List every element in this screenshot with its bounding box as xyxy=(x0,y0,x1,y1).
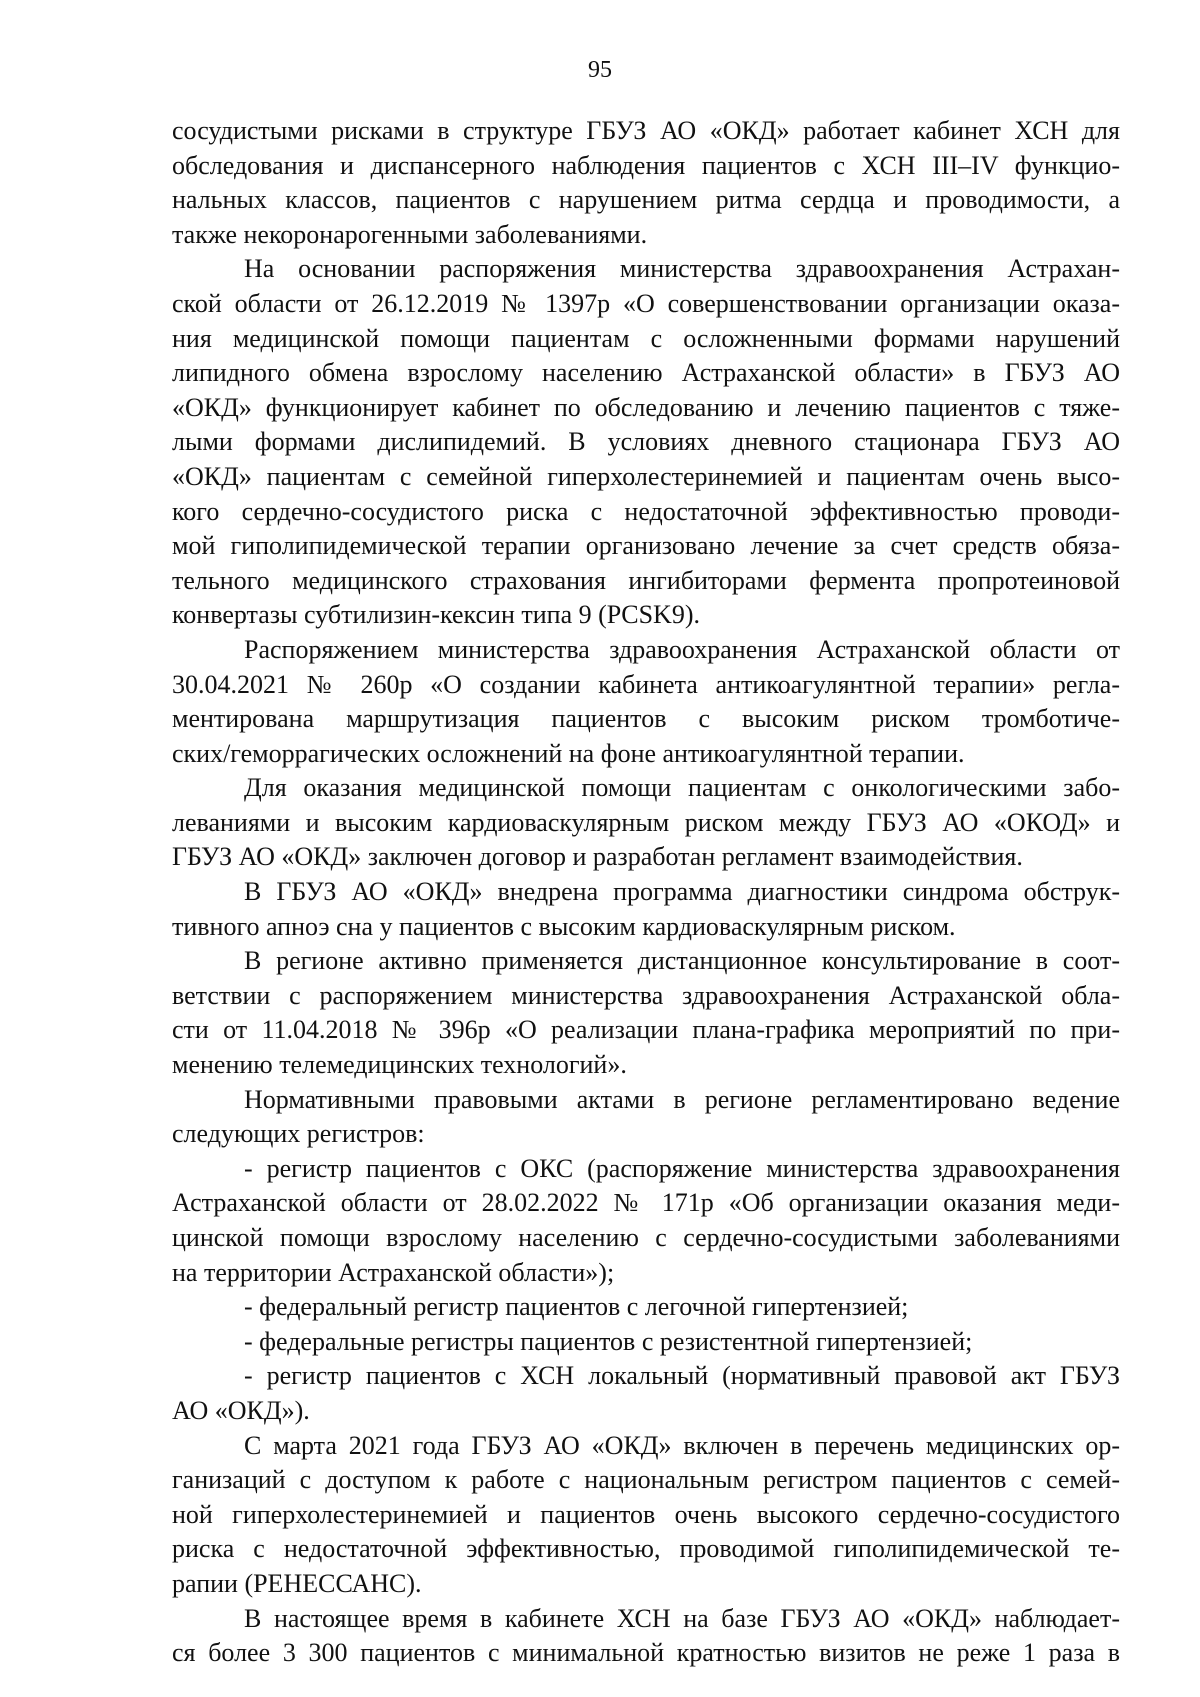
text-line: также некоронарогенными заболеваниями. xyxy=(172,219,648,249)
text-line: В регионе активно применяется дистанционное консультирование в соот- xyxy=(244,946,1120,976)
text-line: сосудистыми рисками в структуре ГБУЗ АО «ОКД» работает кабинет ХСН для xyxy=(172,116,1120,145)
page-number: 95 xyxy=(588,57,612,83)
text-line: В ГБУЗ АО «ОКД» внедрена программа диагностики синдрома обструк- xyxy=(244,877,1120,907)
text-line: кого сердечно-сосудистого риска с недостаточной эффективностью проводи- xyxy=(172,496,1120,526)
text-line: ской области от 26.12.2019 № 1397р «О совершенствовании организации оказа- xyxy=(172,288,1120,318)
text-line: На основании распоряжения министерства здравоохранения Астрахан- xyxy=(244,254,1120,284)
text-line: ся более 3 300 пациентов с минимальной кратностью визитов не реже 1 раза в xyxy=(172,1638,1120,1668)
text-line: обследования и диспансерного наблюдения пациентов с ХСН III–IV функцио- xyxy=(172,150,1120,180)
text-line: ментирована маршрутизация пациентов с высоким риском тромботиче- xyxy=(172,704,1120,734)
text-line: Распоряжением министерства здравоохранения Астраханской области от xyxy=(244,634,1120,664)
text-line: цинской помощи взрослому населению с сердечно-сосудистыми заболеваниями xyxy=(172,1223,1120,1252)
text-line: - регистр пациентов с ХСН локальный (нормативный правовой акт ГБУЗ xyxy=(244,1361,1120,1391)
text-line: «ОКД» пациентам с семейной гиперхолестеринемией и пациентам очень высо- xyxy=(172,461,1120,491)
text-line: рапии (РЕНЕССАНС). xyxy=(172,1568,422,1598)
text-line: - регистр пациентов с ОКС (распоряжение министерства здравоохранения xyxy=(244,1153,1120,1183)
text-line: Астраханской области от 28.02.2022 № 171р «Об организации оказания меди- xyxy=(172,1188,1120,1218)
text-line: лыми формами дислипидемий. В условиях дневного стационара ГБУЗ АО xyxy=(172,427,1120,457)
text-line: Для оказания медицинской помощи пациентам с онкологическими забо- xyxy=(244,773,1120,803)
text-line: «ОКД» функционирует кабинет по обследованию и лечению пациентов с тяже- xyxy=(172,392,1120,422)
text-line: 30.04.2021 № 260р «О создании кабинета антикоагулянтной терапии» регла- xyxy=(172,669,1120,699)
text-line: ГБУЗ АО «ОКД» заключен договор и разработан регламент взаимодействия. xyxy=(172,842,1023,872)
text-line: - федеральные регистры пациентов с резистентной гипертензией; xyxy=(244,1326,973,1356)
text-line: сти от 11.04.2018 № 396р «О реализации плана-графика мероприятий по при- xyxy=(172,1015,1120,1045)
text-line: тельного медицинского страхования ингибиторами фермента пропротеиновой xyxy=(172,565,1120,595)
text-line: менению телемедицинских технологий». xyxy=(172,1050,627,1080)
text-line: С марта 2021 года ГБУЗ АО «ОКД» включен в перечень медицинских ор- xyxy=(244,1430,1120,1460)
text-line: В настоящее время в кабинете ХСН на базе ГБУЗ АО «ОКД» наблюдает- xyxy=(244,1603,1120,1633)
text-line: ветствии с распоряжением министерства здравоохранения Астраханской обла- xyxy=(172,980,1120,1010)
text-line: АО «ОКД»). xyxy=(172,1395,310,1425)
document-body xyxy=(172,114,1120,1671)
text-line: ских/геморрагических осложнений на фоне антикоагулянтной терапии. xyxy=(172,738,965,768)
text-line: ния медицинской помощи пациентам с осложненными формами нарушений xyxy=(172,323,1120,353)
text-line: ной гиперхолестеринемией и пациентов очень высокого сердечно-сосудистого xyxy=(172,1499,1120,1529)
text-line: следующих регистров: xyxy=(172,1119,425,1149)
text-line: тивного апноэ сна у пациентов с высоким кардиоваскулярным риском. xyxy=(172,911,956,941)
text-line: на территории Астраханской области»); xyxy=(172,1257,615,1287)
text-line: конвертазы субтилизин-кексин типа 9 (PCSK9). xyxy=(172,600,700,630)
text-line: леваниями и высоким кардиоваскулярным риском между ГБУЗ АО «ОКОД» и xyxy=(172,807,1120,837)
text-line: ганизаций с доступом к работе с национальным регистром пациентов с семей- xyxy=(172,1465,1120,1495)
text-line: - федеральный регистр пациентов с легочной гипертензией; xyxy=(244,1292,909,1322)
text-line: Нормативными правовыми актами в регионе регламентировано ведение xyxy=(244,1084,1120,1114)
text-line: риска с недостаточной эффективностью, проводимой гиполипидемической те- xyxy=(172,1534,1120,1564)
text-line: липидного обмена взрослому населению Астраханской области» в ГБУЗ АО xyxy=(172,358,1120,388)
text-line: мой гиполипидемической терапии организовано лечение за счет средств обяза- xyxy=(172,531,1120,561)
text-line: нальных классов, пациентов с нарушением ритма сердца и проводимости, а xyxy=(172,185,1120,215)
